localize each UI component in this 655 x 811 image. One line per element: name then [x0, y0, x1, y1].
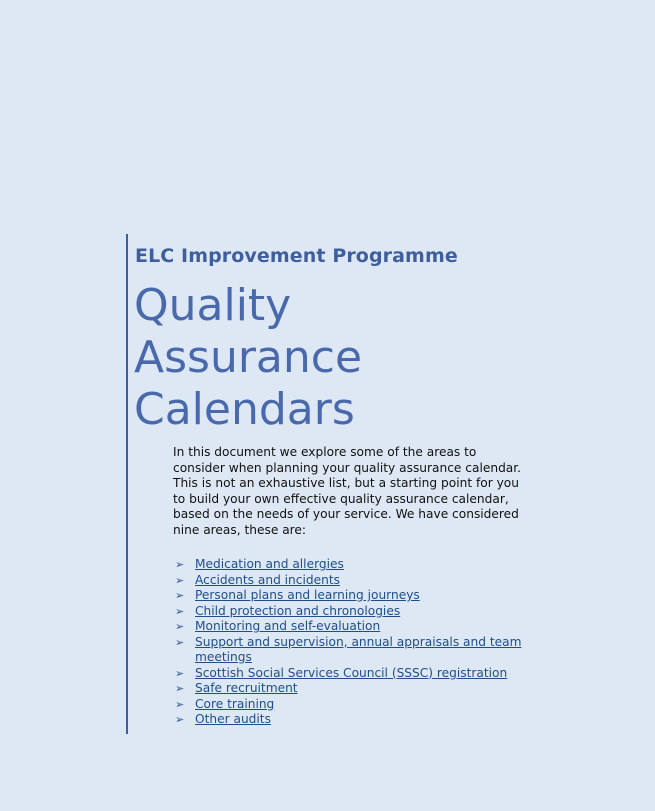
intro-line: to build your own effective quality assurance calendar, [173, 491, 509, 506]
list-item [173, 697, 533, 713]
intro-line: In this document we explore some of the areas to [173, 445, 477, 459]
arrow-bullet-icon: ➢ [175, 697, 185, 711]
intro-line: This is not an exhaustive list, but a starting point for you [173, 476, 519, 491]
link-child-protection[interactable]: Child protection and chronologies [195, 603, 401, 618]
list-item [173, 557, 533, 573]
vertical-rule [126, 234, 128, 734]
link-support-and-supervision[interactable]: Support and supervision, annual appraisals and team meetings [195, 634, 522, 664]
link-accidents-and-incidents[interactable]: Accidents and incidents [195, 572, 340, 587]
list-item [173, 588, 533, 604]
link-safe-recruitment[interactable]: Safe recruitment [195, 681, 298, 695]
intro-line: nine areas, these are: [173, 522, 307, 537]
link-monitoring-self-evaluation[interactable]: Monitoring and self-evaluation [195, 619, 381, 633]
programme-subtitle: ELC Improvement Programme [135, 245, 458, 267]
arrow-bullet-icon: ➢ [175, 604, 185, 618]
list-item [173, 573, 533, 589]
list-item [173, 712, 533, 728]
arrow-bullet-icon: ➢ [175, 682, 185, 695]
arrow-bullet-icon: ➢ [175, 589, 185, 602]
arrow-bullet-icon: ➢ [175, 713, 185, 726]
link-medication-and-allergies[interactable]: Medication and allergies [195, 557, 344, 571]
page-title [134, 280, 362, 436]
arrow-bullet-icon: ➢ [175, 573, 185, 587]
link-other-audits[interactable]: Other audits [195, 712, 271, 726]
arrow-bullet-icon: ➢ [175, 635, 185, 649]
link-personal-plans[interactable]: Personal plans and learning journeys [195, 588, 420, 602]
list-item [173, 635, 533, 666]
title-line-3: Calendars [134, 384, 355, 435]
list-item [173, 604, 533, 620]
title-line-1: Quality [134, 280, 292, 331]
intro-line: consider when planning your quality assurance calendar. [173, 460, 522, 475]
intro-paragraph [173, 445, 523, 539]
list-item [173, 619, 533, 635]
title-line-2: Assurance [134, 332, 363, 383]
arrow-bullet-icon: ➢ [175, 620, 185, 633]
arrow-bullet-icon: ➢ [175, 666, 185, 680]
list-item [173, 681, 533, 697]
arrow-bullet-icon: ➢ [175, 558, 185, 571]
intro-line: based on the needs of your service. We have considered [173, 507, 519, 522]
link-sssc-registration[interactable]: Scottish Social Services Council (SSSC) registration [195, 665, 508, 680]
link-core-training[interactable]: Core training [195, 696, 275, 711]
list-item [173, 666, 533, 682]
areas-list [173, 557, 533, 728]
